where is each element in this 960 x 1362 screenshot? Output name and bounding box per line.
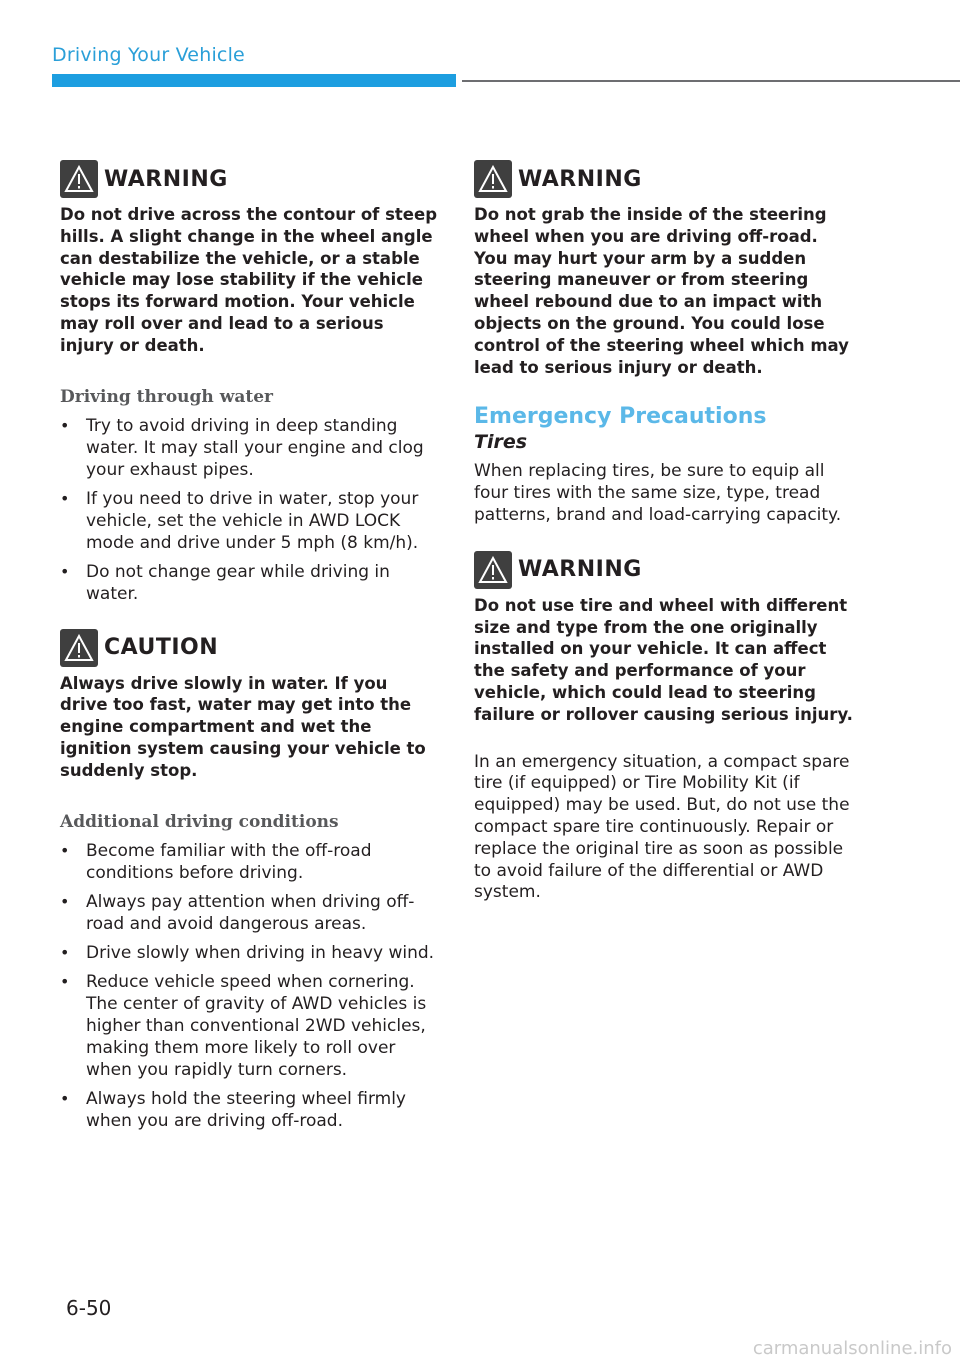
warning-title: WARNING xyxy=(518,166,642,192)
list-item: • Do not change gear while driving in water. xyxy=(60,561,440,605)
caution-title: CAUTION xyxy=(104,635,219,661)
emergency-precautions-section xyxy=(474,404,854,526)
list-item: • Try to avoid driving in deep standing water. It may stall your engine and clog your exhaust pipes. xyxy=(60,415,440,481)
paragraph: When replacing tires, be sure to equip all four tires with the same size, type, tread patterns, brand and load-carrying capacity. xyxy=(474,461,842,525)
warning-title: WARNING xyxy=(104,166,228,192)
warning-callout xyxy=(474,160,854,378)
section-heading: Emergency Precautions xyxy=(474,404,767,430)
list-item: • Become familiar with the off-road conditions before driving. xyxy=(60,840,440,884)
header-accent-bar xyxy=(52,74,456,87)
driving-through-water-section xyxy=(60,387,440,605)
watermark: carmanualsonline.info xyxy=(752,1338,952,1359)
list-item: • Always hold the steering wheel firmly when you are driving off-road. xyxy=(60,1088,440,1132)
page-number: 6-50 xyxy=(66,1296,112,1320)
section-heading: Additional driving conditions xyxy=(60,811,339,832)
header-title: Driving Your Vehicle xyxy=(52,44,245,66)
list-item: • If you need to drive in water, stop your vehicle, set the vehicle in AWD LOCK mode and drive under 5 mph (8 km/h). xyxy=(60,488,440,554)
subsection-heading: Tires xyxy=(474,431,528,454)
left-column xyxy=(60,160,440,1139)
bullet-list xyxy=(60,415,440,605)
right-column xyxy=(474,160,854,904)
caution-text: Always drive slowly in water. If you drive too fast, water may get into the engine compartment and wet the ignition system causing your vehicle to suddenly stop. xyxy=(60,673,426,780)
warning-title: WARNING xyxy=(518,557,642,583)
paragraph: In an emergency situation, a compact spare tire (if equipped) or Tire Mobility Kit (if equipped) may be used. But, do not use the compact spare tire continuously. Repair or replace the original tire as soon as possible to avoid failure of the differential or AWD system. xyxy=(474,751,850,903)
list-item: • Drive slowly when driving in heavy wind. xyxy=(60,942,440,964)
additional-driving-section xyxy=(60,812,440,1132)
warning-triangle-icon xyxy=(474,160,512,198)
header-rule xyxy=(462,80,960,82)
section-heading: Driving through water xyxy=(60,386,273,407)
warning-triangle-icon xyxy=(60,629,98,667)
bullet-list xyxy=(60,840,440,1132)
list-item: • Always pay attention when driving off-road and avoid dangerous areas. xyxy=(60,891,440,935)
warning-triangle-icon xyxy=(60,160,98,198)
list-item: • Reduce vehicle speed when cornering. The center of gravity of AWD vehicles is higher than conventional 2WD vehicles, making them more likely to roll over when you rapidly turn corners. xyxy=(60,971,440,1081)
warning-callout xyxy=(60,160,440,357)
warning-triangle-icon xyxy=(474,551,512,589)
warning-text: Do not grab the inside of the steering wheel when you are driving off-road. You may hurt your arm by a sudden steering maneuver or from steering wheel rebound due to an impact with objects on the ground. You could lose control of the steering wheel which may lead to serious injury or death. xyxy=(474,205,849,377)
warning-callout xyxy=(474,551,854,726)
warning-text: Do not drive across the contour of steep hills. A slight change in the wheel angle can destabilize the vehicle, or a stable vehicle may lose stability if the vehicle stops its forward motion. Your vehicle may roll over and lead to a serious injury or death. xyxy=(60,205,438,355)
caution-callout xyxy=(60,629,440,782)
warning-text: Do not use tire and wheel with different size and type from the one originally installed on your vehicle. It can affect the safety and performance of your vehicle, which could lead to steering failure or rollover causing serious injury. xyxy=(474,595,853,724)
